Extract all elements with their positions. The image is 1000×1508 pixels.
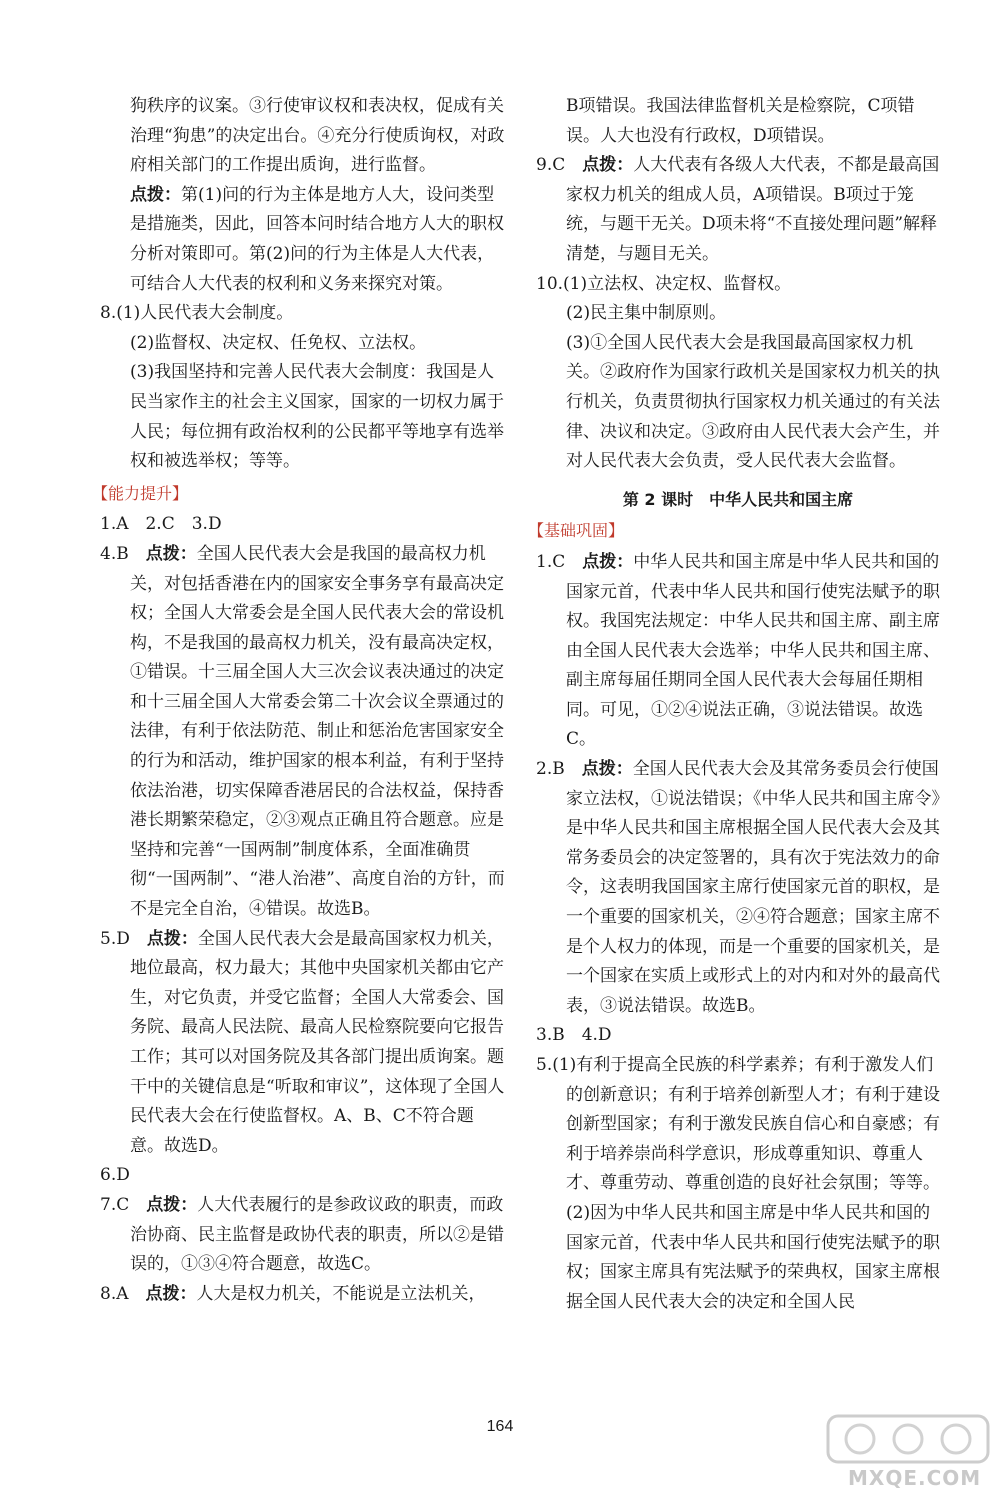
answer-5-number: 5.D <box>100 928 147 949</box>
answer-7 <box>100 1191 506 1280</box>
tip-keyword: 点拨： <box>146 928 198 949</box>
answer-9 <box>536 151 940 269</box>
tip-keyword: 点拨： <box>146 1194 198 1215</box>
lesson2-answer-1-number: 1.C <box>536 551 583 572</box>
answer-8-part3: (3)我国坚持和完善人民代表大会制度：我国是人民当家作主的社会主义国家，国家的一切权力属于人民；每位拥有政治权利的公民都平等地享有选举权和被选举权；等等。 <box>130 362 504 472</box>
answer-10-part1: 10.(1)立法权、决定权、监督权。 <box>536 273 792 294</box>
answer-7-continued: 狗秩序的议案。③行使审议权和表决权，促成有关治理“狗患”的决定出台。④充分行使质询权，对政府相关部门的工作提出质询，进行监督。 <box>130 96 505 176</box>
watermark-url: MXQE.COM <box>848 1466 982 1490</box>
answer-5 <box>100 925 506 1162</box>
tip-keyword: 点拨： <box>130 184 181 205</box>
page-number: 164 <box>486 1418 514 1435</box>
right-column <box>528 92 940 1317</box>
answer-1-3: 1.A 2.C 3.D <box>100 514 222 535</box>
answer-8-text: 人大是权力机关，不能说是立法机关， <box>196 1283 486 1304</box>
lesson2-answer-2-number: 2.B <box>536 759 582 780</box>
lesson2-answer-1 <box>536 548 940 755</box>
lesson2-answer-1-text: 中华人民共和国主席是中华人民共和国的国家元首，代表中华人民共和国行使宪法赋予的职权。我国宪法规定：中华人民共和国主席、副主席由全国人民代表大会选举；中华人民共和国主席、副主席每届任期同全国人民代表大会每届任期相同。可见，①②④说法正确，③说法错误。故选C。 <box>566 551 940 750</box>
answer-7-tip <box>100 181 506 299</box>
tip-keyword: 点拨： <box>581 759 633 780</box>
tip-text: 第(1)问的行为主体是地方人大，设问类型是措施类，因此，回答本问时结合地方人大的职权分析对策即可。第(2)问的行为主体是人大代表，可结合人大代表的权利和义务来探究对策。 <box>130 184 504 294</box>
answer-9-number: 9.C <box>536 155 583 176</box>
answer-7-text: 人大代表履行的是参政议政的职责，而政治协商、民主监督是政协代表的职责，所以②是错误的，①③④符合题意，故选C。 <box>130 1194 504 1275</box>
lesson2-answer-2 <box>536 755 940 1021</box>
answer-4-text: 全国人民代表大会是我国的最高权力机关，对包括香港在内的国家安全事务享有最高决定权；全国人大常委会是全国人民代表大会的常设机构，不是我国的最高权力机关，没有最高决定权，①错误。十三届全国人大三次会议表决通过的决定和十三届全国人大常委会第二十次会议全票通过的法律，有利于依法防范、制止和惩治危害国家安全的行为和活动，维护国家的根本利益，有利于坚持依法治港，切实保障香港居民的合法权益，保持香港长期繁荣稳定，②③观点正确且符合题意。应是坚持和完善“一国两制”制度体系，全面准确贯彻“一国两制”、“港人治港”、高度自治的方针，而不是完全自治，④错误。故选B。 <box>130 543 505 920</box>
answer-10-part2: (2)民主集中制原则。 <box>566 303 727 324</box>
answer-9-text: 人大代表有各级人大代表，不都是最高国家权力机关的组成人员，A项错误。B项过于笼统，与题干无关。D项未将“不直接处理问题”解释清楚，与题目无关。 <box>566 155 940 264</box>
lesson-title: 第 2 课时 中华人民共和国主席 <box>622 489 854 509</box>
section-heading-basic: 【基础巩固】 <box>528 521 625 541</box>
answer-4 <box>100 540 506 925</box>
tip-keyword: 点拨： <box>582 551 634 572</box>
answer-6: 6.D <box>100 1165 130 1186</box>
section-heading-ability: 【能力提升】 <box>92 483 189 503</box>
answer-8-part2: (2)监督权、决定权、任免权、立法权。 <box>130 332 427 353</box>
answer-8-part1: 8.(1)人民代表大会制度。 <box>100 303 294 324</box>
lesson2-answer-3-4: 3.B 4.D <box>536 1025 612 1046</box>
left-column <box>92 92 506 1309</box>
answer-7-number: 7.C <box>100 1194 147 1215</box>
tip-keyword: 点拨： <box>145 543 197 564</box>
tip-keyword: 点拨： <box>582 155 634 176</box>
tip-keyword: 点拨： <box>145 1283 197 1304</box>
answer-5-text: 全国人民代表大会是最高国家权力机关，地位最高，权力最大；其他中央国家机关都由它产生，对它负责，并受它监督；全国人大常委会、国务院、最高人民法院、最高人民检察院要向它报告工作；其可以对国务院及其各部门提出质询案。题干中的关键信息是“听取和审议”，这体现了全国人民代表大会在行使监督权。A、B、C不符合题意。故选D。 <box>130 928 505 1156</box>
answer-8 <box>100 1280 506 1310</box>
answer-8-number: 8.A <box>100 1283 146 1304</box>
answer-8-continued: B项错误。我国法律监督机关是检察院，C项错误。人大也没有行政权，D项错误。 <box>566 96 915 146</box>
answer-10-part3: (3)①全国人民代表大会是我国最高国家权力机关。②政府作为国家行政机关是国家权力机关的执行机关，负责贯彻执行国家权力机关通过的有关法律、决议和决定。③政府由人民代表大会产生，并对人民代表大会负责，受人民代表大会监督。 <box>566 332 940 472</box>
answer-4-number: 4.B <box>100 543 146 564</box>
lesson2-answer-2-text: 全国人民代表大会及其常务委员会行使国家立法权，①说法错误；《中华人民共和国主席令》是中华人民共和国主席根据全国人民代表大会及其常务委员会的决定签署的，具有次于宪法效力的命令，这表明我国国家主席行使国家元首的职权，是一个重要的国家机关，②④符合题意；国家主席不是个人权力的体现，而是一个重要的国家机关，是一个国家在实质上或形式上的对内和对外的最高代表，③说法错误。故选B。 <box>566 759 940 1016</box>
lesson2-answer-5-part1: 5.(1)有利于提高全民族的科学素养；有利于激发人们的创新意识；有利于培养创新型人才；有利于建设创新型国家；有利于激发民族自信心和自豪感；有利于培养崇尚科学意识，形成尊重知识、尊重人才、尊重劳动、尊重创造的良好社会氛围；等等。 <box>536 1055 940 1194</box>
lesson2-answer-5-part2: (2)因为中华人民共和国主席是中华人民共和国的国家元首，代表中华人民共和国行使宪法赋予的职权；国家主席具有宪法赋予的荣典权，国家主席根据全国人民代表大会的决定和全国人民 <box>566 1202 940 1312</box>
